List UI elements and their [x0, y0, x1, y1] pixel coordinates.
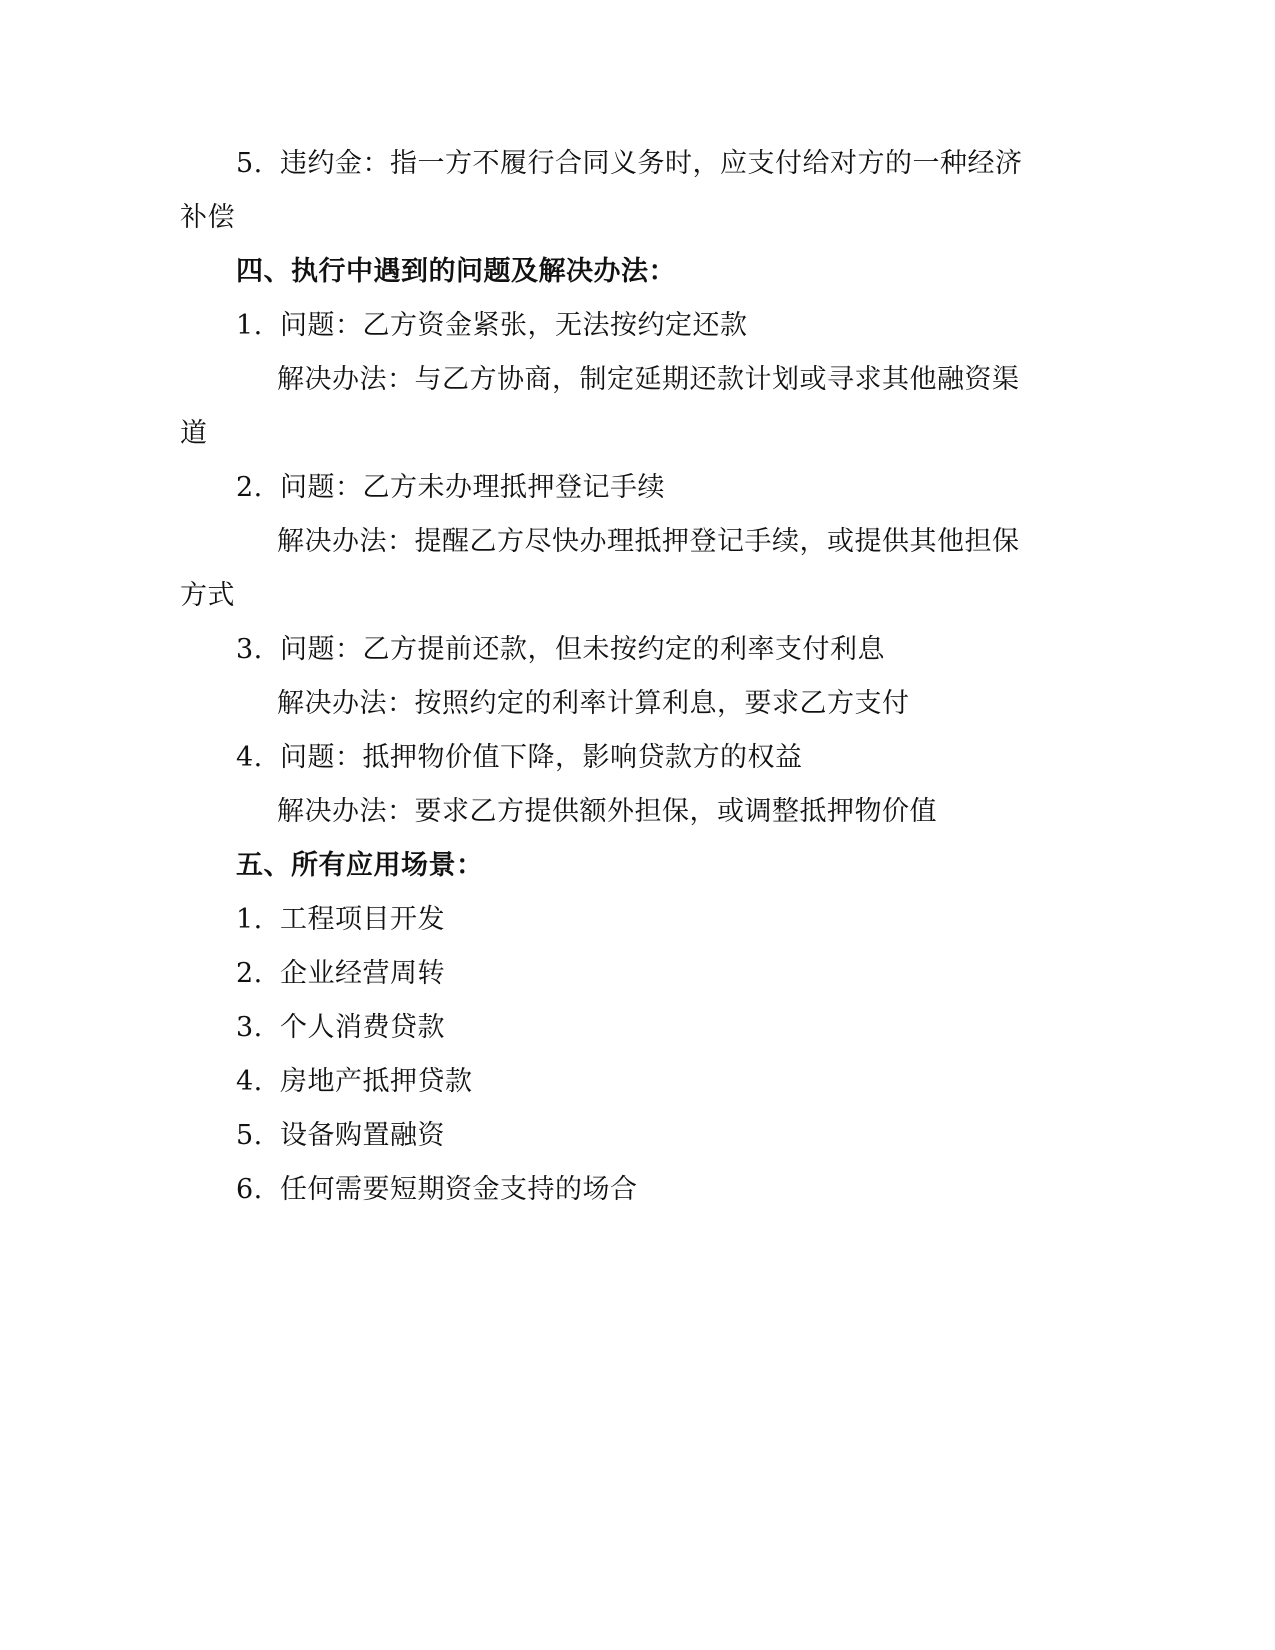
list-number: 4.	[236, 742, 263, 773]
scenario-text: 企业经营周转	[280, 958, 445, 989]
section-heading-problems: 四、执行中遇到的问题及解决办法：	[236, 256, 676, 287]
scenario-item	[236, 1064, 473, 1100]
problem-text: 问题：抵押物价值下降，影响贷款方的权益	[280, 742, 803, 773]
list-number: 2.	[236, 958, 263, 989]
list-number: 1.	[236, 310, 263, 341]
list-number: 3.	[236, 1012, 263, 1043]
scenario-item	[236, 902, 445, 938]
scenario-text: 任何需要短期资金支持的场合	[280, 1174, 638, 1205]
scenario-item	[236, 1010, 445, 1046]
definition-item-5	[236, 146, 1023, 182]
definition-text: 违约金：指一方不履行合同义务时，应支付给对方的一种经济	[280, 148, 1023, 179]
scenario-item	[236, 956, 445, 992]
list-number: 1.	[236, 904, 263, 935]
solution-text: 解决办法：要求乙方提供额外担保，或调整抵押物价值	[277, 796, 937, 827]
problem-text: 问题：乙方未办理抵押登记手续	[280, 472, 665, 503]
list-number: 6.	[236, 1174, 263, 1205]
solution-text-continued: 道	[180, 418, 208, 449]
problem-item	[236, 740, 803, 776]
problem-item	[236, 308, 748, 344]
solution-text: 解决办法：按照约定的利率计算利息，要求乙方支付	[277, 688, 910, 719]
scenario-item	[236, 1118, 445, 1154]
scenario-text: 房地产抵押贷款	[280, 1066, 473, 1097]
section-heading-scenarios: 五、所有应用场景：	[236, 850, 484, 881]
scenario-text: 设备购置融资	[280, 1120, 445, 1151]
problem-item	[236, 470, 665, 506]
scenario-text: 工程项目开发	[280, 904, 445, 935]
list-number: 5.	[236, 148, 263, 179]
solution-text: 解决办法：与乙方协商，制定延期还款计划或寻求其他融资渠	[277, 364, 1020, 395]
scenario-text: 个人消费贷款	[280, 1012, 445, 1043]
list-number: 2.	[236, 472, 263, 503]
solution-text-continued: 方式	[180, 580, 235, 611]
list-number: 4.	[236, 1066, 263, 1097]
list-number: 5.	[236, 1120, 263, 1151]
problem-text: 问题：乙方资金紧张，无法按约定还款	[280, 310, 748, 341]
solution-text: 解决办法：提醒乙方尽快办理抵押登记手续，或提供其他担保	[277, 526, 1020, 557]
list-number: 3.	[236, 634, 263, 665]
problem-text: 问题：乙方提前还款，但未按约定的利率支付利息	[280, 634, 885, 665]
definition-text-continued: 补偿	[180, 202, 235, 233]
scenario-item	[236, 1172, 638, 1208]
problem-item	[236, 632, 885, 668]
